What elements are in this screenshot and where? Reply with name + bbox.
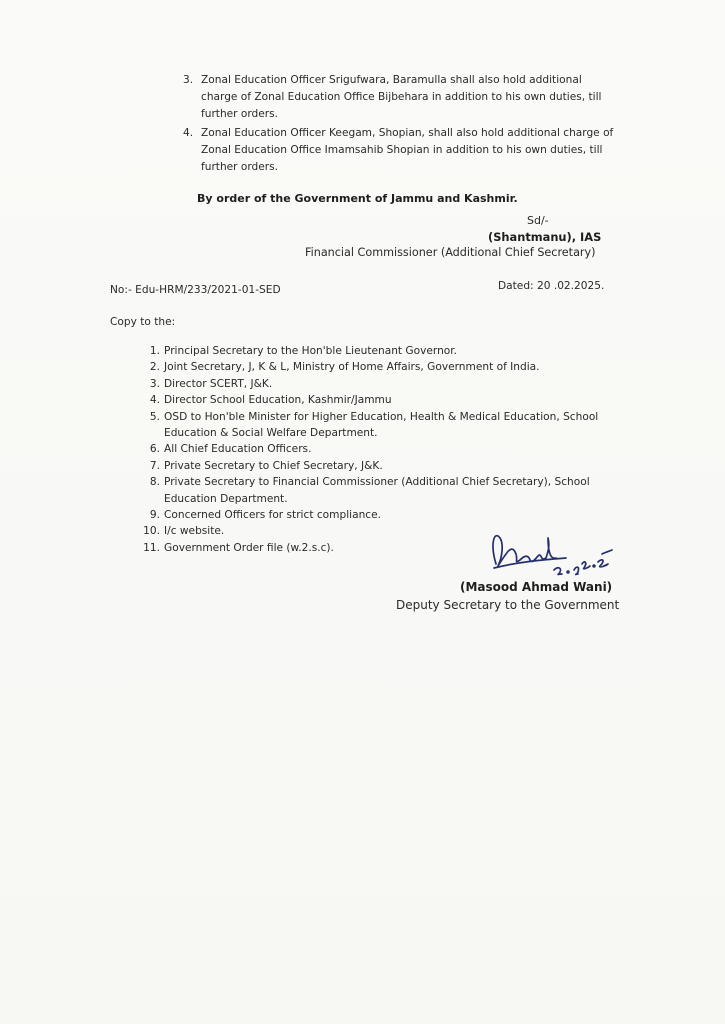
signatory-title: Financial Commissioner (Additional Chief Secretary) (305, 246, 596, 259)
order-point-4 (178, 125, 616, 176)
copy-item-text: Joint Secretary, J, K & L, Ministry of Home Affairs, Government of India. (164, 361, 540, 374)
copy-item-text: Government Order file (w.2.s.c). (164, 541, 334, 554)
copy-item-number: 5. (149, 410, 160, 423)
copy-item-text: I/c website. (164, 525, 225, 538)
order-point-number: 4. (183, 127, 194, 139)
copy-item-text: All Chief Education Officers. (164, 443, 312, 456)
order-point-3 (178, 72, 616, 123)
reference-date: Dated: 20 .02.2025. (498, 280, 605, 292)
copy-item-text: Principal Secretary to the Hon'ble Lieutenant Governor. (164, 345, 458, 357)
order-point-number: 3. (183, 74, 194, 86)
copy-to-item (140, 409, 618, 442)
copy-to-item (140, 392, 618, 408)
copy-item-number: 6. (149, 443, 160, 456)
copy-to-heading: Copy to the: (110, 316, 176, 328)
copy-item-number: 2. (149, 361, 160, 374)
copy-item-number: 7. (149, 459, 160, 472)
order-point-text: Zonal Education Officer Srigufwara, Baramulla shall also hold additional charge of Zonal Education Office Bijbehara in addition to his own duties, till further orders. (201, 74, 602, 120)
order-points (178, 72, 616, 178)
copy-item-number: 10. (143, 525, 160, 538)
copy-item-text: Private Secretary to Financial Commissioner (Additional Chief Secretary), School Education Department. (164, 476, 590, 505)
copy-to-item (140, 441, 618, 457)
copy-item-text: Concerned Officers for strict compliance. (164, 509, 381, 522)
copy-item-text: Private Secretary to Chief Secretary, J&K. (164, 459, 383, 472)
copy-item-text: OSD to Hon'ble Minister for Higher Education, Health & Medical Education, School Education & Social Welfare Department. (164, 410, 599, 440)
copy-item-number: 11. (143, 541, 160, 554)
sd-mark: Sd/- (527, 214, 549, 227)
copy-to-item (140, 343, 618, 359)
deputy-secretary-name: (Masood Ahmad Wani) (460, 580, 613, 594)
copy-item-number: 3. (149, 377, 160, 390)
copy-to-item (140, 507, 618, 523)
deputy-secretary-title: Deputy Secretary to the Government (396, 598, 620, 612)
copy-item-number: 4. (149, 394, 160, 407)
handwritten-signature (478, 524, 618, 586)
copy-item-number: 9. (149, 509, 160, 522)
copy-to-item (140, 376, 618, 392)
copy-item-number: 8. (149, 476, 160, 489)
copy-item-text: Director SCERT, J&K. (164, 377, 273, 390)
copy-to-item (140, 458, 618, 474)
signatory-name: (Shantmanu), IAS (488, 230, 602, 244)
by-order-line: By order of the Government of Jammu and Kashmir. (197, 192, 518, 205)
copy-item-number: 1. (149, 345, 160, 357)
copy-item-text: Director School Education, Kashmir/Jammu (164, 394, 392, 407)
copy-to-item (140, 359, 618, 375)
reference-number: No:- Edu-HRM/233/2021-01-SED (110, 284, 281, 296)
order-point-text: Zonal Education Officer Keegam, Shopian, shall also hold additional charge of Zonal Education Office Imamsahib Shopian in addition to his own duties, till further orders. (201, 127, 614, 173)
copy-to-item (140, 474, 618, 507)
